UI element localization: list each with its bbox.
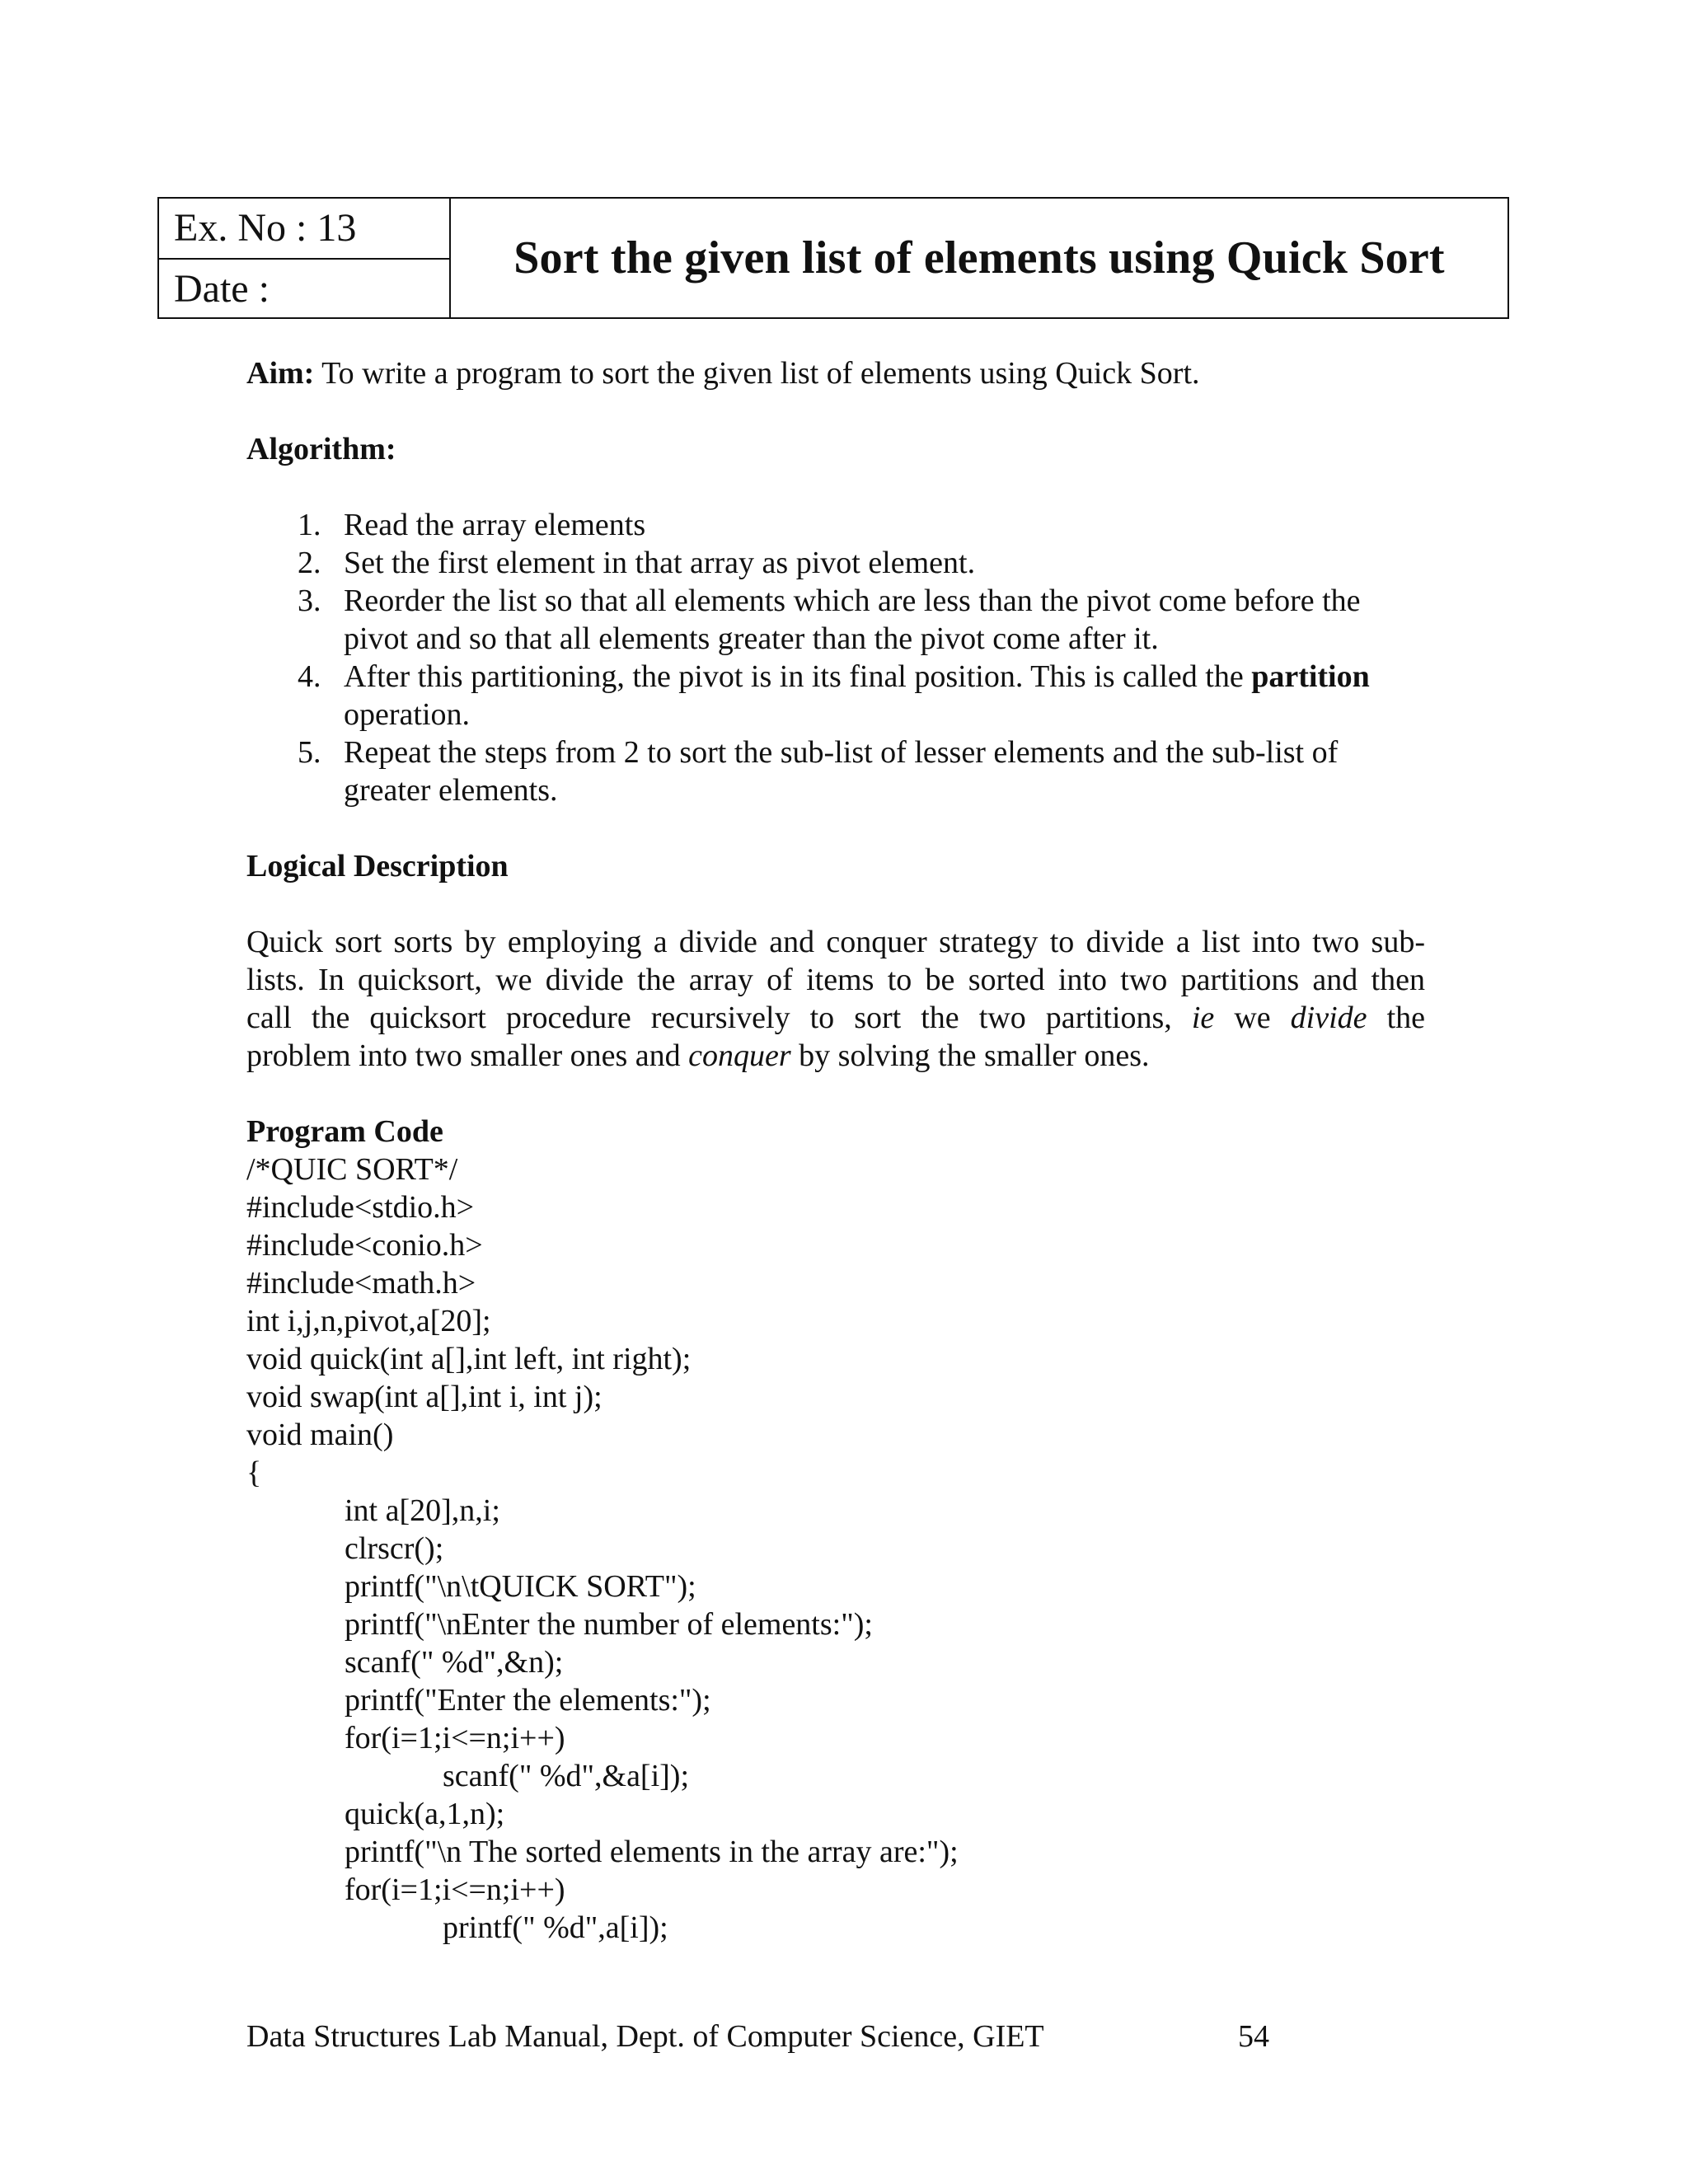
code-line: int a[20],n,i; bbox=[345, 1493, 500, 1528]
code-line: void quick(int a[],int left, int right); bbox=[246, 1342, 692, 1376]
step-text: Set the first element in that array as pivot element. bbox=[344, 546, 976, 580]
conquer-term: conquer bbox=[688, 1038, 791, 1073]
code-line: clrscr(); bbox=[345, 1531, 444, 1566]
footer-text: Data Structures Lab Manual, Dept. of Computer Science, GIET bbox=[246, 2019, 1044, 2054]
paragraph-line: Quick sort sorts by employing a divide and conquer strategy to divide a list into two sub- bbox=[246, 925, 1425, 959]
paragraph-line bbox=[246, 1037, 1425, 1075]
paragraph-line bbox=[246, 999, 1425, 1037]
document-body bbox=[246, 354, 1425, 1947]
code-line: quick(a,1,n); bbox=[345, 1797, 505, 1831]
step-number: 3. bbox=[298, 583, 321, 618]
algorithm-heading: Algorithm: bbox=[246, 432, 396, 466]
exercise-title: Sort the given list of elements using Quick Sort bbox=[513, 232, 1445, 284]
program-code-heading: Program Code bbox=[246, 1114, 443, 1149]
aim-label: Aim: bbox=[246, 356, 315, 391]
exercise-header-box bbox=[157, 197, 1509, 319]
text-part: the bbox=[1367, 1001, 1425, 1035]
step-number: 5. bbox=[298, 735, 321, 770]
exercise-number: Ex. No : 13 bbox=[174, 206, 357, 250]
text-part: call the quicksort procedure recursively to sort the two partitions, bbox=[246, 1001, 1192, 1035]
header-divider bbox=[159, 258, 449, 260]
aim-paragraph bbox=[246, 354, 1425, 392]
code-line: #include<stdio.h> bbox=[246, 1190, 475, 1225]
code-line: printf(" %d",a[i]); bbox=[443, 1910, 668, 1945]
code-line: printf("\n The sorted elements in the array are:"); bbox=[345, 1835, 959, 1869]
ie-term: ie bbox=[1191, 1001, 1215, 1035]
step-text: Reorder the list so that all elements which are less than the pivot come before the bbox=[344, 583, 1361, 618]
code-line: for(i=1;i<=n;i++) bbox=[345, 1872, 565, 1907]
code-line: printf("Enter the elements:"); bbox=[345, 1683, 711, 1718]
step-text: operation. bbox=[344, 697, 471, 732]
code-line: printf("\n\tQUICK SORT"); bbox=[345, 1569, 696, 1604]
code-line: void swap(int a[],int i, int j); bbox=[246, 1380, 603, 1414]
code-line: scanf(" %d",&n); bbox=[345, 1645, 564, 1680]
paragraph-line: lists. In quicksort, we divide the array of items to be sorted into two partitions and then bbox=[246, 963, 1425, 997]
partition-term: partition bbox=[1251, 659, 1370, 694]
step-text: Read the array elements bbox=[344, 508, 646, 542]
step-text-part: After this partitioning, the pivot is in its final position. This is called the bbox=[344, 659, 1252, 694]
code-line: scanf(" %d",&a[i]); bbox=[443, 1759, 690, 1793]
program-code-block bbox=[246, 1151, 1425, 1947]
code-line: for(i=1;i<=n;i++) bbox=[345, 1721, 565, 1755]
algorithm-step bbox=[246, 733, 1425, 809]
algorithm-step bbox=[246, 506, 1425, 544]
step-number: 2. bbox=[298, 546, 321, 580]
code-line: void main() bbox=[246, 1418, 394, 1452]
code-line: #include<math.h> bbox=[246, 1266, 476, 1301]
aim-text: To write a program to sort the given list of elements using Quick Sort. bbox=[314, 356, 1200, 391]
step-text: Repeat the steps from 2 to sort the sub-list of lesser elements and the sub-list of bbox=[344, 735, 1339, 770]
algorithm-step bbox=[246, 582, 1425, 658]
step-text: pivot and so that all elements greater than the pivot come after it. bbox=[344, 621, 1159, 656]
divide-term: divide bbox=[1290, 1001, 1367, 1035]
logical-description-heading: Logical Description bbox=[246, 849, 509, 883]
step-text bbox=[344, 658, 1425, 696]
algorithm-steps bbox=[246, 506, 1425, 809]
algorithm-step bbox=[246, 658, 1425, 733]
exercise-date: Date : bbox=[174, 267, 270, 311]
page-number: 54 bbox=[1238, 2019, 1269, 2054]
step-text: greater elements. bbox=[344, 773, 558, 808]
algorithm-step bbox=[246, 544, 1425, 582]
step-number: 4. bbox=[298, 659, 321, 694]
logical-description-paragraph bbox=[246, 923, 1425, 1075]
step-number: 1. bbox=[298, 508, 321, 542]
code-line: /*QUIC SORT*/ bbox=[246, 1152, 458, 1187]
code-line: { bbox=[246, 1455, 262, 1490]
code-line: #include<conio.h> bbox=[246, 1228, 483, 1263]
text-part: by solving the smaller ones. bbox=[790, 1038, 1150, 1073]
exercise-meta-column bbox=[159, 199, 451, 317]
code-line: printf("\nEnter the number of elements:"); bbox=[345, 1607, 873, 1642]
code-line: int i,j,n,pivot,a[20]; bbox=[246, 1304, 491, 1338]
text-part: problem into two smaller ones and bbox=[246, 1038, 689, 1073]
text-part: we bbox=[1214, 1001, 1291, 1035]
